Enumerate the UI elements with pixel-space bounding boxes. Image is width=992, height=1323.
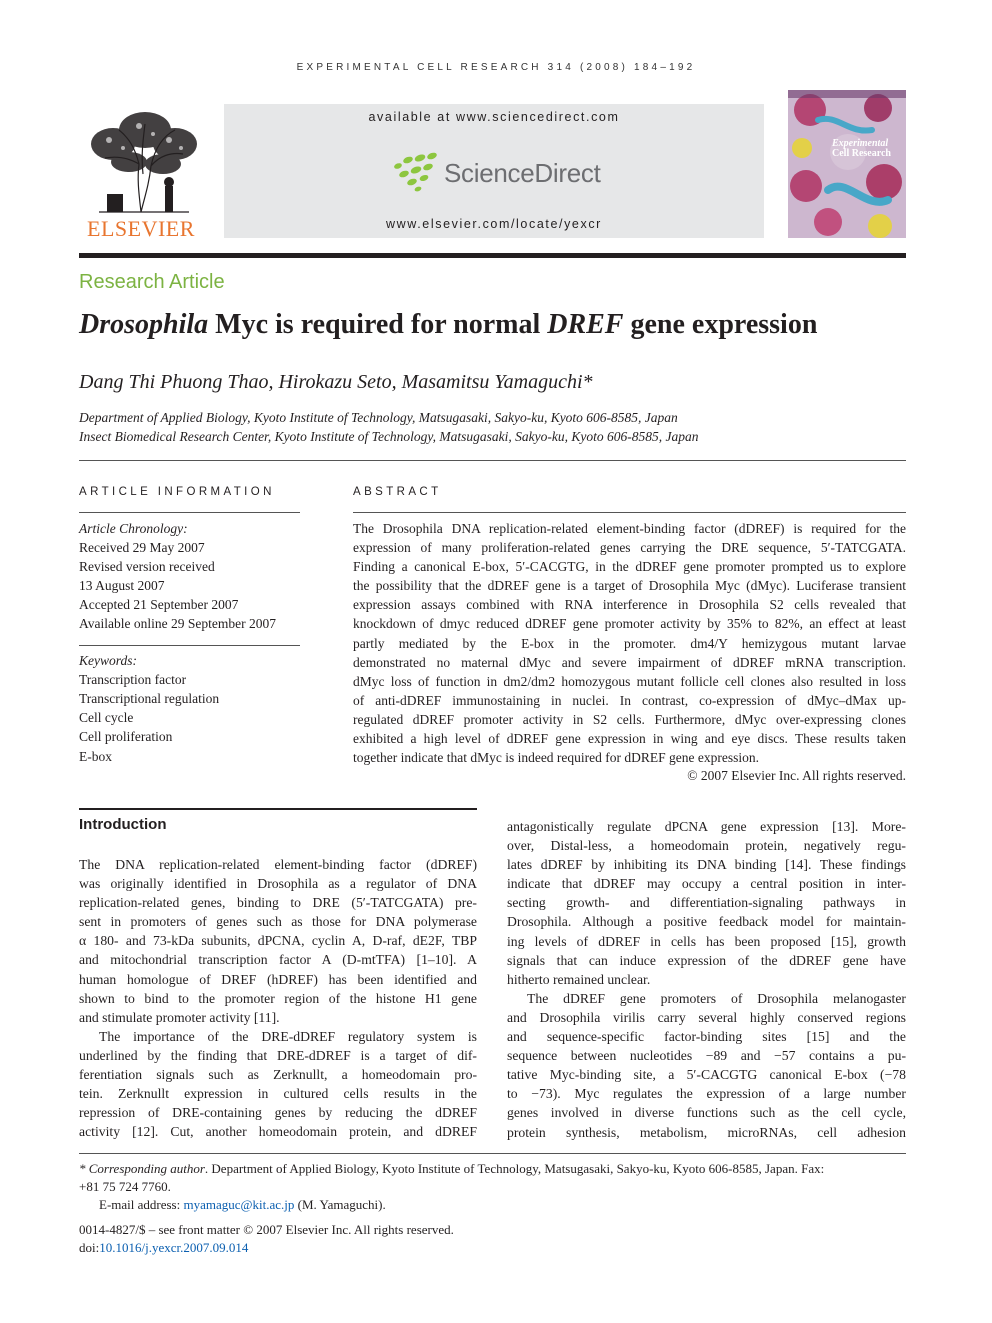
- affiliation-rule: [79, 460, 906, 461]
- elsevier-wordmark: ELSEVIER: [87, 216, 195, 241]
- body-line: and stimulate promoter activity [11].: [79, 1009, 280, 1025]
- right-column-text: [507, 817, 906, 1142]
- article-info-heading: ARTICLE INFORMATION: [79, 486, 275, 498]
- doi-line: [79, 1240, 248, 1256]
- abstract-line: The Drosophila DNA replication-related element-binding factor (dDREF) is required for the: [353, 521, 906, 536]
- body-line: to −73). Myc regulates the expression of a large number: [507, 1086, 906, 1102]
- abstract-line: the possibility that the dDREF gene is a target of Drosophila Myc (dMyc). Luciferase transient: [353, 578, 906, 594]
- available-at-text: available at www.sciencedirect.com: [368, 110, 620, 124]
- issn-line: 0014-4827/$ – see front matter © 2007 Elsevier Inc. All rights reserved.: [79, 1222, 454, 1237]
- body-line: The importance of the DRE-dDREF regulatory system is: [99, 1028, 477, 1044]
- article-type: Research Article: [79, 271, 225, 293]
- article-title: [79, 309, 817, 341]
- abstract-line: exhibited a high level of dDREF gene expression in wing and eye discs. These results taken: [353, 731, 906, 747]
- keyword-item: Transcription factor: [79, 672, 187, 687]
- abstract-line: partly mediated by the E-box in the promoter. dm4/Y hemizygous mutant larvae: [353, 635, 906, 651]
- abstract-line: knockdown of dmyc reduced dDREF gene promoter activity by 35% to 82%, an effect at least: [353, 616, 906, 632]
- keywords-rule: [79, 645, 300, 646]
- introduction-heading: Introduction: [79, 816, 167, 833]
- body-line: tative Myc-binding site, a 5′-CACGTG canonical E-box (−78: [507, 1067, 906, 1083]
- body-line: signals that can induce expression of the dDREF gene have: [507, 952, 906, 968]
- abstract-line: together indicate that dMyc is indeed required for dDREF gene expression.: [353, 750, 760, 766]
- body-line: lates dDREF by inhibiting its DNA binding [14]. These findings: [507, 857, 906, 873]
- chronology-item: Accepted 21 September 2007: [79, 597, 239, 612]
- running-head: EXPERIMENTAL CELL RESEARCH 314 (2008) 184–192: [296, 62, 696, 73]
- keyword-item: Cell proliferation: [79, 729, 173, 744]
- chronology-item: Available online 29 September 2007: [79, 616, 276, 631]
- keyword-item: E-box: [79, 749, 112, 764]
- body-line: The DNA replication-related element-binding factor (dDREF): [79, 857, 477, 872]
- article-info-rule: [79, 512, 300, 513]
- body-line: human homologue of DREF (hDREF) has been identified and: [79, 971, 477, 987]
- cover-artwork: [788, 90, 906, 238]
- body-line: Drosophila. Although a positive feedback model for maintain-: [507, 914, 906, 930]
- abstract-line: of anti-dDREF immunostaining in nuclei. In contrast, co-expression of dMyc–dMax up-: [353, 692, 906, 708]
- fax-number: +81 75 724 7760.: [79, 1179, 171, 1194]
- abstract-line: demonstrated no maternal dMyc and severe impairment of dDREF mRNA transcription.: [353, 654, 906, 670]
- cover-title-line-1: Experimental: [832, 138, 889, 149]
- email-note: [99, 1197, 386, 1213]
- body-line: The dDREF gene promoters of Drosophila melanogaster: [527, 990, 906, 1006]
- body-line: secting growth- and differentiation-signaling pathways in: [507, 895, 906, 911]
- body-line: activity [12]. Cut, another homeodomain protein, and dDREF: [79, 1124, 477, 1140]
- doi-label: doi:: [79, 1240, 100, 1255]
- abstract-rule: [353, 512, 906, 513]
- body-line: over, Distal-less, a homeodomain protein, negatively regu-: [507, 838, 906, 854]
- footnote-rule: [79, 1153, 906, 1154]
- abstract-body: [353, 519, 906, 767]
- corresponding-author-note: [79, 1161, 824, 1177]
- body-line: and mitochondrial transcription factor A (D-mtTFA) [1–10]. A: [79, 952, 477, 968]
- keywords-label: Keywords:: [79, 653, 137, 668]
- abstract-heading: ABSTRACT: [353, 486, 442, 498]
- body-line: genes involved in diverse functions such as the cell cycle,: [507, 1105, 906, 1121]
- body-line: ing levels of dDREF in cells has been proposed [15], growth: [507, 933, 906, 949]
- body-line: hitherto remained unclear.: [507, 971, 651, 987]
- abstract-line: expression of many proliferation-related genes carrying the DRE sequence, 5′-TATCGATA.: [353, 540, 906, 556]
- body-line: indicate that dDREF may occupy a central position in inter-: [507, 876, 906, 892]
- affiliation-2: Insect Biomedical Research Center, Kyoto Institute of Technology, Matsugasaki, Sakyo-ku, Kyoto 606-8585, Japan: [79, 429, 699, 444]
- abstract-line: regulated dDREF promoter activity in S2 cells. Furthermore, dMyc over-expressing clones: [353, 711, 906, 727]
- body-line: antagonistically regulate dPCNA gene expression [13]. More-: [507, 819, 906, 834]
- body-line: α 180- and 73-kDa subunits, dPCNA, cyclin A, D-raf, dE2F, TBP: [79, 933, 477, 949]
- abstract-line: expression assays combined with RNA interference in Drosophila S2 cells revealed that: [353, 597, 906, 613]
- doi-link[interactable]: 10.1016/j.yexcr.2007.09.014: [99, 1240, 249, 1255]
- chronology-item: Received 29 May 2007: [79, 540, 205, 555]
- journal-cover-image: [788, 90, 906, 238]
- body-line: and sequence-specific factor-binding sites [15] and the: [507, 1029, 906, 1045]
- left-column-text: [79, 855, 477, 1141]
- body-line: ferentiation signals such as Zerknullt, a homeodomain pro-: [79, 1067, 477, 1083]
- chronology-item: 13 August 2007: [79, 578, 165, 593]
- author-list: Dang Thi Phuong Thao, Hirokazu Seto, Masamitsu Yamaguchi*: [79, 371, 593, 393]
- body-line: replication-related genes, binding to DRE (5′-TATCGATA) pre-: [79, 895, 477, 911]
- body-line: shown to bind to the promoter region of the histone H1 gene: [79, 990, 477, 1006]
- body-line: and Drosophila virilis carry several highly conserved regions: [507, 1009, 906, 1025]
- sciencedirect-logo: [388, 150, 628, 194]
- chronology-item: Revised version received: [79, 559, 215, 574]
- abstract-line: dMyc loss of function in dm2/dm2 homozygous mutant follicle cell clones also resulted in loss: [353, 673, 906, 689]
- sciencedirect-wordmark: ScienceDirect: [444, 158, 601, 188]
- body-line: sequence between nucleotides −89 and −57 contains a pu-: [507, 1048, 906, 1064]
- body-line: sent in promoters of genes such as those for DNA polymerase: [79, 914, 477, 930]
- left-column-rule: [79, 808, 477, 810]
- body-line: underlined by the finding that DRE-dDREF is a target of dif-: [79, 1047, 477, 1063]
- abstract-copyright: © 2007 Elsevier Inc. All rights reserved.: [687, 768, 906, 783]
- cover-title-line-2: Cell Research: [832, 148, 891, 159]
- corresponding-text: . Department of Applied Biology, Kyoto Institute of Technology, Matsugasaki, Sakyo-ku, Kyoto 606-8585, Japan. Fax:: [204, 1161, 825, 1176]
- keyword-item: Cell cycle: [79, 710, 134, 725]
- body-line: protein synthesis, metabolism, microRNAs, cell adhesion: [507, 1124, 906, 1140]
- body-line: tein. Zerknullt expression in cultured cells results in the: [79, 1086, 477, 1102]
- keyword-item: Transcriptional regulation: [79, 691, 220, 706]
- email-suffix: (M. Yamaguchi).: [294, 1197, 386, 1212]
- abstract-line: Finding a canonical E-box, 5′-CACGTG, in the dDREF gene promoter prompted us to explore: [353, 559, 906, 575]
- sciencedirect-dots-icon: [388, 150, 444, 194]
- corresponding-label: * Corresponding author: [79, 1161, 205, 1176]
- title-text-2: gene expression: [623, 309, 818, 340]
- title-italic-dref: DREF: [547, 309, 624, 340]
- header-rule: [79, 253, 906, 258]
- email-label: E-mail address:: [99, 1197, 184, 1212]
- title-italic-drosophila: Drosophila: [79, 309, 209, 340]
- journal-url: www.elsevier.com/locate/yexcr: [386, 217, 602, 231]
- email-link[interactable]: myamaguc@kit.ac.jp: [183, 1197, 295, 1212]
- affiliation-1: Department of Applied Biology, Kyoto Institute of Technology, Matsugasaki, Sakyo-ku, Kyoto 606-8585, Japan: [79, 410, 678, 425]
- body-line: repression of DRE-containing genes by reducing the dDREF: [79, 1105, 477, 1121]
- chronology-label: Article Chronology:: [79, 521, 188, 536]
- body-line: was originally identified in Drosophila as a regulator of DNA: [79, 876, 477, 892]
- title-text-1: Myc is required for normal: [208, 309, 548, 340]
